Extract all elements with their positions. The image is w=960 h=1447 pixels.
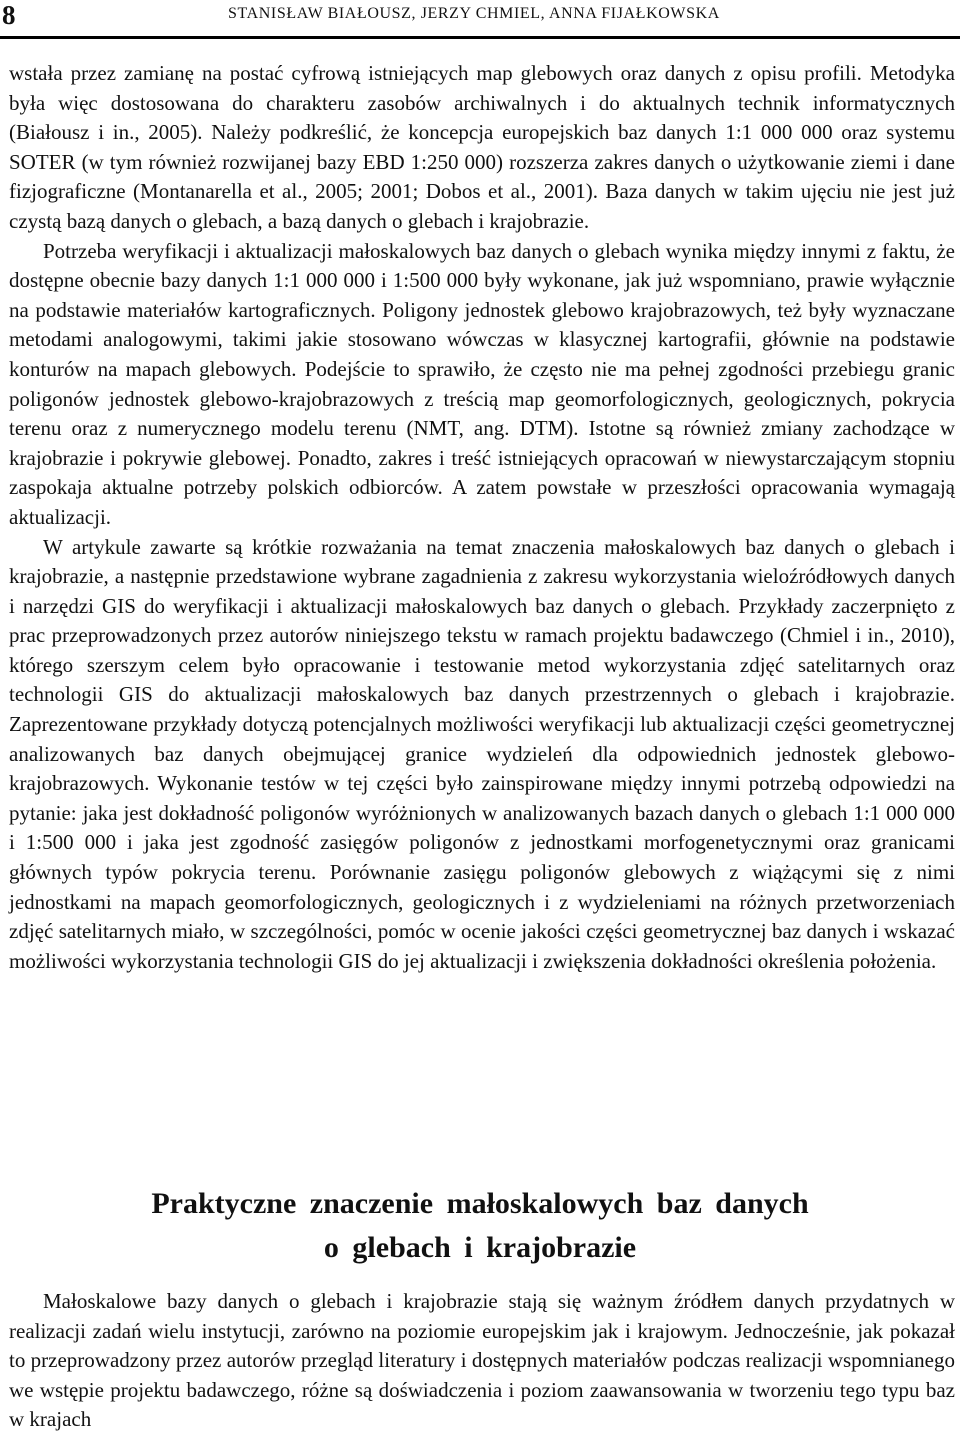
section-heading-line: Praktyczne znaczenie małoskalowych baz danych [151,1187,809,1220]
paragraph: Małoskalowe bazy danych o glebach i krajobrazie stają się ważnym źródłem danych przydatnych w realizacji zadań wielu instytucji, zarówno na poziomie europejskim jak i krajowym. Jednocześnie, jak pokazał to przeprowadzony przez autorów przegląd literatury i dostępnych materiałów podczas realizacji wspomnianego we wstępie projektu badawczego, różne są doświadczenia i poziom zaawansowania w tworzeniu tego typu baz w krajach [9,1289,955,1432]
paragraph: W artykule zawarte są krótkie rozważania na temat znaczenia małoskalowych baz danych o glebach i krajobrazie, a następnie przedstawione wybrane zagadnienia z zakresu wykorzystania wieloźródłowych danych i narzędzi GIS do weryfikacji i aktualizacji małoskalowych baz danych o glebach. Przykłady zaczerpnięto z prac przeprowadzonych przez autorów niniejszego tekstu w ramach projektu badawczego (Chmiel i in., 2010), którego szerszym celem było opracowanie i testowanie metod wykorzystania zdjęć satelitarnych oraz technologii GIS do aktualizacji małoskalowych baz danych przestrzennych o glebach i krajobrazie. Zaprezentowane przykłady dotyczą potencjalnych możliwości weryfikacji lub aktualizacji części geometrycznej analizowanych baz danych obejmującej granice wydzieleń dla odpowiednich jednostek glebowo-krajobrazowych. Wykonanie testów w tej części było zainspirowane między innymi potrzebą odpowiedzi na pytanie: jaka jest dokładność poligonów wyróżnionych w analizowanych bazach danych o glebach 1:1 000 000 i 1:500 000 i jaka jest zgodność zasięgów poligonów z jednostkami morfogenetycznymi oraz granicami głównych typów pokrycia terenu. Porównanie zasięgu poligonów glebowych z wiążącymi się z nimi jednostkami na mapach geomorfologicznych, geologicznych i z wydzieleniami na różnych przetworzeniach zdjęć satelitarnych miało, w szczególności, pomóc w ocenie jakości części geometrycznej baz danych i wskazać możliwości wykorzystania technologii GIS do jej aktualizacji i zwiększenia dokładności określenia położenia. [9,534,955,973]
header-authors: STANISŁAW BIAŁOUSZ, JERZY CHMIEL, ANNA FIJAŁKOWSKA [228,5,720,22]
running-header [0,0,960,39]
section-heading-line: o glebach i krajobrazie [323,1231,637,1264]
paragraph: Potrzeba weryfikacji i aktualizacji małoskalowych baz danych o glebach wynika między innymi z faktu, że dostępne obecnie bazy danych 1:1 000 000 i 1:500 000 były wykonane, jak już wspomniano, prawie wyłącznie na podstawie materiałów kartograficznych. Poligony jednostek glebowo krajobrazowych, też były wyznaczane metodami analogowymi, takimi jakie stosowano wówczas w klasycznej kartografii, głównie na podstawie konturów na mapach glebowych. Podejście to sprawiło, że często nie ma pełnej zgodności przebiegu granic poligonów jednostek glebowo-krajobrazowych z treścią map geomorfologicznych, geologicznych, pokrycia terenu oraz z numerycznego modelu terenu (NMT, ang. DTM). Istotne są również zmiany zachodzące w krajobrazie i pokrywie glebowej. Ponadto, zakres i treść istniejących opracowań w niewystarczającym stopniu zaspokaja aktualne potrzeby polskich odbiorców. A zatem powstałe w przeszłości opracowania wymagają aktualizacji. [9,238,955,529]
section-body-text [9,1287,955,1435]
paragraph-continued: wstała przez zamianę na postać cyfrową istniejących map glebowych oraz danych z opisu profili. Metodyka była więc dostosowana do charakteru zasobów archiwalnych i do aktualnych technik informatycznych (Białousz i in., 2005). Należy podkreślić, że koncepcja europejskich baz danych 1:1 000 000 oraz systemu SOTER (w tym również rozwijanej bazy EBD 1:250 000) rozszerza zakres danych o użytkowanie ziemi i dane fizjograficzne (Montanarella et al., 2005; 2001; Dobos et al., 2001). Baza danych w takim ujęciu nie jest już czystą bazą danych o glebach, a bazą danych o glebach i krajobrazie. [9,61,955,233]
page-number: 8 [2,0,16,30]
body-text [9,59,955,976]
section-heading [0,1182,960,1270]
